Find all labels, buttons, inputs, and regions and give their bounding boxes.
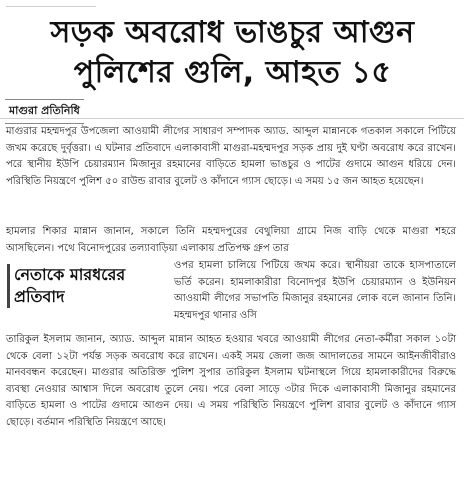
byline: মাগুরা প্রতিনিধি — [5, 99, 84, 124]
body-paragraph-2-right: ওপর হামলা চালিয়ে পিটিয়ে জখম করে। স্থানীয়রা তাকে হাসপাতালে ভর্তি করেন। হামলাকারীরা বিনোদপুর ইউপি চেয়ারম্যান ও ইউনিয়ন আওয়ামী লীগের সভাপতি মিজানুর রহমানের লোক বলে জানান তিনি। মহম্মদপুর থানার ওসি — [174, 260, 456, 321]
headline-line-2: পুলিশের গুলি, আহত ১৫ — [73, 55, 392, 90]
previous-article-edge — [6, 0, 96, 7]
body-paragraph-2-bottom: তারিকুল ইসলাম জানান, অ্যাড. আব্দুল মান্নান আহত হওয়ার খবরে আওয়ামী লীগের নেতা-কর্মীরা সকাল ১০টা থেকে বেলা ১২টা পর্যন্ত সড়ক অবরোধ করে রাখেন। একই সময় জেলা জজ আদালতের সামনে আইনজীবীরাও মানববন্ধন করেছেন। মাগুরার অতিরিক্ত পুলিশ সুপার তারিকুল ইসলাম ঘটনাস্থলে গিয়ে হামলাকারীদের বিরুদ্ধে ব্যবস্থা নেওয়ার আশ্বাস দিলে অবরোধ তুলে নেয়। পরে বেলা সাড়ে ৩টার দিকে এলাকাবাসী মিজানুর রহমানের বাড়িতে হামলা ও পাটের গুদামে আগুন দেয়। এ সময় পরিস্থিতি নিয়ন্ত্রণে পুলিশ রাবার বুলেট ও কাঁদানে গ্যাস ছোড়ে। বর্তমান পরিস্থিতি নিয়ন্ত্রণে আছে। — [6, 334, 456, 428]
headline-line-1: সড়ক অবরোধ ভাঙচুর আগুন — [50, 15, 415, 50]
subhead: নেতাকে মারধরের প্রতিবাদ — [7, 264, 172, 308]
body-paragraph-2-top: হামলার শিকার মান্নান জানান, সকালে তিনি মহম্মদপুরের বেথুলিয়া গ্রামে নিজ বাড়ি থেকে মাগুরা শহরে আসছিলেন। পথে বিনোদপুরের তল্যাবাড়িয়া এলাকায় প্রতিপক্ষ গ্রুপ তার — [6, 226, 456, 254]
body-paragraph-1: মাগুরার মহম্মদপুর উপজেলা আওয়ামী লীগের সাধারণ সম্পাদক অ্যাড. আব্দুল মান্নানকে গতকাল সকালে পিটিয়ে জখম করেছে দুর্বৃত্তরা। এ ঘটনার প্রতিবাদে এলাকাবাসী মাগুরা-মহম্মদপুর সড়ক প্রায় দুই ঘণ্টা অবরোধ করে রাখেন। পরে স্থানীয় ইউপি চেয়ারম্যান মিজানুর রহমানের বাড়িতে হামলা ভাঙচুর ও পাটের গুদামে আগুন ধরিয়ে দেন। পরিস্থিতি নিয়ন্ত্রণে পুলিশ ৫০ রাউন্ড রাবার বুলেট ও কাঁদানে গ্যাস ছোড়ে। এ সময় ১৫ জন আহত হয়েছেন। — [6, 126, 456, 187]
byline-divider — [0, 118, 464, 119]
